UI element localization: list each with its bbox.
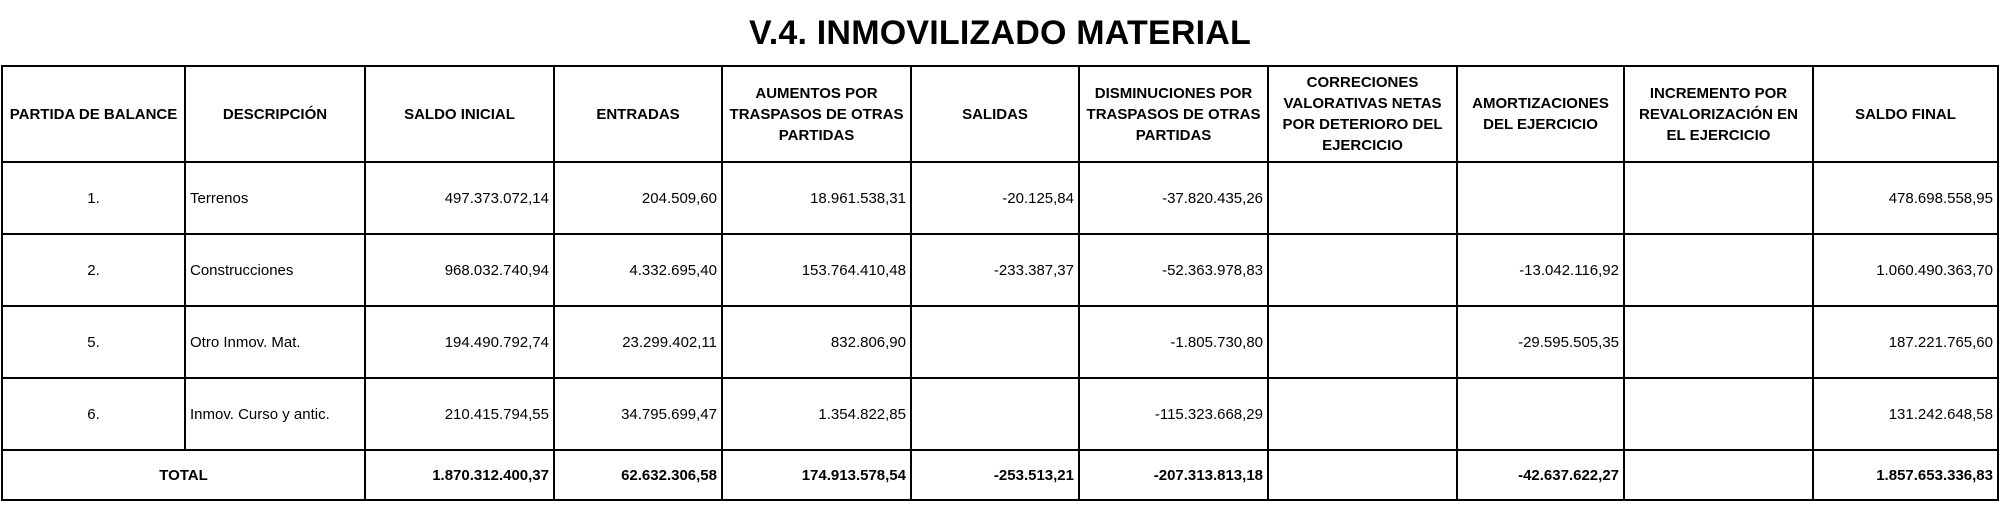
total-saldo-final: 1.857.653.336,83 — [1813, 450, 1998, 500]
cell-entradas: 23.299.402,11 — [554, 306, 722, 378]
cell-entradas: 4.332.695,40 — [554, 234, 722, 306]
cell-descripcion: Terrenos — [185, 162, 365, 234]
cell-saldo-inicial: 968.032.740,94 — [365, 234, 554, 306]
cell-incremento — [1624, 306, 1813, 378]
total-aumentos: 174.913.578,54 — [722, 450, 911, 500]
header-aumentos: AUMENTOS POR TRASPASOS DE OTRAS PARTIDAS — [722, 66, 911, 162]
cell-incremento — [1624, 378, 1813, 450]
cell-amortizaciones — [1457, 378, 1624, 450]
cell-incremento — [1624, 162, 1813, 234]
cell-correcciones — [1268, 378, 1457, 450]
cell-amortizaciones: -29.595.505,35 — [1457, 306, 1624, 378]
cell-incremento — [1624, 234, 1813, 306]
total-amortizaciones: -42.637.622,27 — [1457, 450, 1624, 500]
cell-partida: 5. — [2, 306, 185, 378]
cell-correcciones — [1268, 162, 1457, 234]
cell-partida: 6. — [2, 378, 185, 450]
header-row — [2, 66, 1998, 162]
total-row — [2, 450, 1998, 500]
header-saldo-final: SALDO FINAL — [1813, 66, 1998, 162]
cell-disminuciones: -52.363.978,83 — [1079, 234, 1268, 306]
inmovilizado-table — [1, 65, 1999, 501]
total-incremento — [1624, 450, 1813, 500]
cell-correcciones — [1268, 234, 1457, 306]
total-disminuciones: -207.313.813,18 — [1079, 450, 1268, 500]
header-partida: PARTIDA DE BALANCE — [2, 66, 185, 162]
header-correcciones: CORRECIONES VALORATIVAS NETAS POR DETERIORO DEL EJERCICIO — [1268, 66, 1457, 162]
total-saldo-inicial: 1.870.312.400,37 — [365, 450, 554, 500]
cell-saldo-final: 1.060.490.363,70 — [1813, 234, 1998, 306]
total-correcciones — [1268, 450, 1457, 500]
cell-saldo-final: 187.221.765,60 — [1813, 306, 1998, 378]
cell-descripcion: Construcciones — [185, 234, 365, 306]
cell-partida: 2. — [2, 234, 185, 306]
cell-salidas: -20.125,84 — [911, 162, 1079, 234]
cell-entradas: 34.795.699,47 — [554, 378, 722, 450]
total-label: TOTAL — [2, 450, 365, 500]
cell-partida: 1. — [2, 162, 185, 234]
table-row — [2, 378, 1998, 450]
cell-correcciones — [1268, 306, 1457, 378]
cell-disminuciones: -1.805.730,80 — [1079, 306, 1268, 378]
cell-aumentos: 153.764.410,48 — [722, 234, 911, 306]
table-row — [2, 162, 1998, 234]
cell-salidas — [911, 306, 1079, 378]
cell-salidas: -233.387,37 — [911, 234, 1079, 306]
cell-entradas: 204.509,60 — [554, 162, 722, 234]
cell-saldo-final: 131.242.648,58 — [1813, 378, 1998, 450]
cell-saldo-inicial: 194.490.792,74 — [365, 306, 554, 378]
cell-amortizaciones — [1457, 162, 1624, 234]
header-saldo-inicial: SALDO INICIAL — [365, 66, 554, 162]
cell-aumentos: 1.354.822,85 — [722, 378, 911, 450]
table-row — [2, 306, 1998, 378]
table-row — [2, 234, 1998, 306]
header-amortizaciones: AMORTIZACIONES DEL EJERCICIO — [1457, 66, 1624, 162]
header-incremento: INCREMENTO POR REVALORIZACIÓN EN EL EJERCICIO — [1624, 66, 1813, 162]
cell-saldo-inicial: 497.373.072,14 — [365, 162, 554, 234]
cell-amortizaciones: -13.042.116,92 — [1457, 234, 1624, 306]
cell-disminuciones: -37.820.435,26 — [1079, 162, 1268, 234]
total-entradas: 62.632.306,58 — [554, 450, 722, 500]
page-title: V.4. INMOVILIZADO MATERIAL — [748, 14, 1251, 52]
cell-saldo-final: 478.698.558,95 — [1813, 162, 1998, 234]
cell-aumentos: 832.806,90 — [722, 306, 911, 378]
header-salidas: SALIDAS — [911, 66, 1079, 162]
header-descripcion: DESCRIPCIÓN — [185, 66, 365, 162]
cell-salidas — [911, 378, 1079, 450]
cell-descripcion: Otro Inmov. Mat. — [185, 306, 365, 378]
cell-saldo-inicial: 210.415.794,55 — [365, 378, 554, 450]
header-disminuciones: DISMINUCIONES POR TRASPASOS DE OTRAS PARTIDAS — [1079, 66, 1268, 162]
cell-disminuciones: -115.323.668,29 — [1079, 378, 1268, 450]
total-salidas: -253.513,21 — [911, 450, 1079, 500]
header-entradas: ENTRADAS — [554, 66, 722, 162]
cell-aumentos: 18.961.538,31 — [722, 162, 911, 234]
cell-descripcion: Inmov. Curso y antic. — [185, 378, 365, 450]
